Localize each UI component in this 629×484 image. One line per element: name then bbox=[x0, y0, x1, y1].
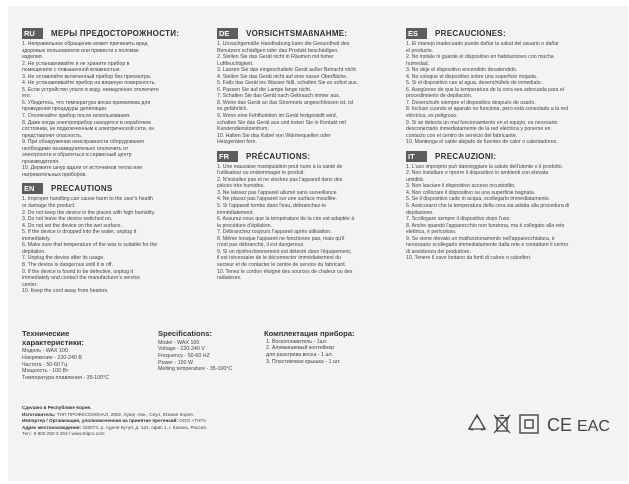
specs-title: характеристики: bbox=[22, 337, 84, 347]
list-item: 3. No deje el dispositivo encendido desatendido. bbox=[406, 67, 518, 74]
list-item: 9. Wenn eine Fehlfunktion im Gerät festgestellt wird, bbox=[217, 113, 338, 120]
list-item: 8. Anche quando l'apparecchio non funziona, ma è collegato alla rete bbox=[406, 222, 565, 229]
list-item: umidità. bbox=[406, 176, 425, 183]
list-item: 9. Si un dysfonctionnement est détecté dans l'équipement, bbox=[217, 248, 352, 255]
list-item: 2. Stellen Sie das Gerät nicht in Räumen mit hoher bbox=[217, 54, 334, 61]
list-item: 4. Do not set the device on the wet surface. bbox=[22, 222, 122, 229]
section-title: МЕРЫ ПРЕДОСТОРОЖНОСТИ: bbox=[51, 29, 180, 38]
list-item: проведения процедуры депиляции. bbox=[22, 106, 108, 113]
list-item: 1. Une mauvaise manipulation peut nuire à la santé de bbox=[217, 163, 343, 170]
list-item: его. bbox=[22, 93, 31, 100]
section-title: VORSICHTSMAßNAHME: bbox=[246, 29, 348, 38]
precaution-list bbox=[406, 164, 592, 262]
spec-rows bbox=[22, 348, 142, 382]
precaution-list bbox=[22, 41, 196, 178]
list-item: 10. Mantenga el cable alejado de fuentes de calor o calentadores. bbox=[406, 139, 558, 146]
spec-row: Model - WAX 100 bbox=[158, 339, 200, 346]
language-code-badge: FR bbox=[217, 151, 238, 162]
list-item: di assistenza del produttore. bbox=[406, 248, 471, 255]
list-item: 1. Неправильное обращение может причинить вред bbox=[22, 41, 148, 47]
section-header bbox=[406, 28, 592, 39]
list-item: 10. Держите шнур вдали от источников тепла или bbox=[22, 165, 143, 172]
section-header bbox=[22, 183, 196, 194]
made-in-line: Сделано в Республике Корея. bbox=[22, 405, 92, 410]
list-item: la procédure d'épilation. bbox=[217, 222, 272, 229]
list-item: depilation. bbox=[22, 248, 46, 255]
language-code-badge: ES bbox=[406, 28, 427, 39]
list-item: n'est pas débranché, il est dangereux. bbox=[217, 242, 305, 249]
list-item: 6. Assicurarsi che la temperatura della cera sia adatta alla procedura di bbox=[406, 203, 570, 210]
list-item: 10. Keep the cord away from heaters. bbox=[22, 288, 109, 295]
list-item: здоровью пользователя или привести к поломке bbox=[22, 47, 139, 54]
spec-row: Power - 100 W bbox=[158, 359, 194, 366]
list-item: 8. The device is dangerous until it is off. bbox=[22, 261, 113, 268]
section-title: PRÉCAUTIONS: bbox=[246, 151, 311, 161]
language-code-badge: RU bbox=[22, 28, 43, 39]
list-item: secteur et de contacter le centre de service du fabricant. bbox=[217, 261, 347, 268]
list-item: 3. Ne laissez pas l'appareil allumé sans surveillance. bbox=[217, 189, 338, 196]
list-item: 7. Desenchufe siempre el dispositivo después de usarlo. bbox=[406, 99, 536, 106]
list-item: электросети и обратиться в сервисный центр bbox=[22, 152, 132, 159]
list-item: 4. No coloque el dispositivo sobre una superficie mojada. bbox=[406, 73, 538, 80]
spec-row: для разогрева воска - 1 шт. bbox=[266, 352, 334, 358]
spec-row: Voltage - 220-240 V bbox=[158, 346, 205, 353]
list-item: procedimiento de depilación. bbox=[406, 93, 473, 100]
list-item: 5. If the device is dropped into the water, unplug it bbox=[22, 229, 137, 236]
contents-rows bbox=[264, 339, 404, 366]
manufacturer-info bbox=[22, 405, 442, 438]
list-item: Benutzers schädigen oder das Produkt beschädigen. bbox=[217, 47, 339, 54]
list-item: 2. N'installez pas et ne stockez pas l'appareil dans des bbox=[217, 176, 343, 183]
address-line: Адрес местонахождения: 420073, р. Аделя Кутуя, д. 124, офис 1, г. Казань, Россия. bbox=[22, 424, 208, 430]
contents-title: Комплектация прибора: bbox=[264, 329, 355, 338]
list-item: 7. Отключайте прибор после использования. bbox=[22, 113, 131, 120]
spec-row: Напряжение - 220-240 В bbox=[22, 354, 82, 361]
column-right bbox=[406, 28, 592, 267]
recycle-triangle-icon bbox=[466, 412, 488, 436]
list-item: помещениях с повышенной влажностью. bbox=[22, 67, 121, 74]
ce-mark-text: CE bbox=[547, 415, 573, 435]
eac-mark-text: EAC bbox=[577, 418, 610, 435]
contacts-line: Тел.: 8 800 250 3 253 / www.tnlpro.com bbox=[22, 431, 105, 437]
section-title: PRECAUTIONS bbox=[51, 184, 113, 194]
language-code-badge: DE bbox=[217, 28, 238, 39]
importer-line: Импортер / Организация, уполномоченная на принятие претензий: ООО «ТНП» bbox=[22, 418, 207, 424]
section-header bbox=[217, 28, 390, 39]
list-item: 8. Même lorsque l'appareil ne fonctionne pas, mais qu'il bbox=[217, 235, 345, 242]
specs-en bbox=[158, 330, 268, 373]
section-de bbox=[217, 28, 390, 146]
ce-mark-icon bbox=[546, 412, 572, 436]
list-item: immédiatement. bbox=[217, 209, 254, 216]
section-es bbox=[406, 28, 592, 146]
section-title: PRECAUCIONES: bbox=[435, 29, 507, 38]
list-item: 6. Make sure that temperature of the wax is suitable for the bbox=[22, 242, 158, 249]
list-item: 8. Даже когда электроприбор находится в нерабочем bbox=[22, 119, 151, 126]
specs-ru bbox=[22, 330, 142, 382]
list-item: Heizgeräten fern. bbox=[217, 139, 257, 146]
list-item: 6. Assurez-vous que la température de la cire est adaptée à bbox=[217, 216, 355, 223]
section-en bbox=[22, 183, 196, 294]
spec-row: Melting temperature - 35-100°C bbox=[158, 366, 233, 373]
list-item: изделия. bbox=[22, 54, 44, 61]
spec-row: Температура плавления - 35-100°C bbox=[22, 375, 110, 381]
list-item: contacto con el centro de servicio del fabricante. bbox=[406, 132, 518, 139]
list-item: 3. Lassen Sie das eingeschaltete Gerät außer Betracht nicht. bbox=[217, 67, 358, 74]
list-item: 5. Falls das Gerät ins Wasser fällt, schalten Sie es sofort aus. bbox=[217, 80, 359, 87]
list-item: 2. Не устанавливайте и не храните прибор в bbox=[22, 60, 130, 67]
list-item: Kundendienstzentrum. bbox=[217, 126, 269, 133]
list-item: 9. If the device is found to be defective, unplug it bbox=[22, 268, 134, 275]
spec-row: Модель - WAX 100 bbox=[22, 348, 68, 355]
list-item: необходимо незамедлительно отключить от bbox=[22, 145, 129, 152]
list-item: pièces très humides. bbox=[217, 183, 265, 190]
list-item: immediately and contact the manufacturer's service bbox=[22, 275, 141, 282]
list-item: 4. Stellen Sie das Gerät nicht auf eine nasse Oberfläche. bbox=[217, 73, 348, 80]
spec-row: 2. Алюминиевый контейнер bbox=[266, 345, 335, 352]
list-item: necessario scollegarlo immediatamente dalla rete e contattare il centro bbox=[406, 242, 569, 249]
list-item: depilazione. bbox=[406, 209, 434, 216]
list-item: 7. Schalten Sie das Gerät nach Gebrauch immer aus. bbox=[217, 93, 341, 100]
list-item: 4. Ne placez pas l'appareil sur une surface mouillée. bbox=[217, 196, 338, 203]
list-item: 1. El manejo inadecuado puede dañar la salud del usuario o dañar bbox=[406, 41, 559, 47]
list-item: 9. При обнаружении неисправности оборудования bbox=[22, 139, 144, 146]
list-item: center. bbox=[22, 281, 38, 288]
section-header bbox=[22, 28, 196, 39]
section-title: PRECAUZIONI: bbox=[435, 151, 497, 161]
list-item: 7. Unplug the device after its usage. bbox=[22, 255, 105, 262]
list-item: 2. Non installare o riporre il dispositivo in ambienti con elevata bbox=[406, 170, 549, 177]
list-item: нагревательных приборов. bbox=[22, 171, 87, 178]
spec-row: 1. Воскоплавитель - 1шт. bbox=[266, 338, 328, 345]
list-item: 4. Non collocare il dispositivo su una superficie bagnata. bbox=[406, 189, 536, 196]
list-item: 8. Wenn das Gerät an das Stromnetz angeschlossen ist, ist bbox=[217, 99, 354, 106]
list-item: 1. L'uso improprio può danneggiare la salute dell'utente o il prodotto. bbox=[406, 163, 564, 170]
precaution-list bbox=[406, 41, 592, 146]
list-item: 4. Не устанавливайте прибор на влажную поверхность. bbox=[22, 80, 156, 87]
list-item: 1. Improper handling can cause harm to the user's health bbox=[22, 196, 154, 203]
list-item: es gefährlich. bbox=[217, 106, 248, 113]
language-code-badge: EN bbox=[22, 183, 43, 194]
list-item: состоянии, не подключенным к электрической сети, он bbox=[22, 126, 155, 133]
list-item: 3. Non lasciare il dispositivo acceso incustodito. bbox=[406, 183, 516, 190]
list-item: 6. Убедитесь, что температура воска приемлема для bbox=[22, 99, 151, 106]
list-item: il est nécessaire de le déconnecter immédiatement du bbox=[217, 255, 341, 262]
list-item: 5. Si el dispositivo cae al agua, desenchúfelo de inmediato. bbox=[406, 80, 543, 87]
list-item: schalten Sie das Gerät aus und treten Sie in Kontakt mit bbox=[217, 119, 346, 126]
list-item: 5. Если устройство упало в воду, немедленно отключите bbox=[22, 86, 159, 93]
precaution-list bbox=[217, 41, 390, 146]
spec-row: 3. Пластиковая крышка - 1 шт. bbox=[266, 358, 341, 365]
list-item: 2. No instale ni guarde el dispositivo en habitaciones con mucha bbox=[406, 54, 554, 61]
column-left bbox=[22, 28, 196, 300]
list-item: 8. Incluso cuando el aparato no funciona, pero está conectado a la red bbox=[406, 106, 569, 113]
list-item: 6. Passen Sie auf die Lampe lange nicht. bbox=[217, 86, 312, 93]
precaution-list bbox=[217, 164, 390, 282]
list-item: 7. Scollegare sempre il dispositivo dopo l'uso. bbox=[406, 216, 511, 223]
list-item: 7. Débranchez toujours l'appareil après utilisation. bbox=[217, 229, 332, 236]
list-item: or damage the product. bbox=[22, 203, 76, 210]
list-item: 3. Не оставляйте включенный прибор без присмотра. bbox=[22, 73, 152, 80]
manufacturer-line: Изготовитель: ТНП ПРОФЕССИОНАЛ, 2902, Хуанг Аве., Сеул, Южная Корея. bbox=[22, 411, 195, 417]
list-item: desconectarlo inmediatamente de la red eléctrica y ponerse en bbox=[406, 126, 551, 133]
list-item: radiateurs. bbox=[217, 275, 242, 282]
list-item: 10. Tenere il cavo lontano da fonti di calore o caloriferi. bbox=[406, 255, 532, 262]
list-item: представляет опасность. bbox=[22, 132, 83, 139]
section-it bbox=[406, 151, 592, 262]
list-item: 1. Unsachgemäße Handhabung kann die Gesundheit des bbox=[217, 41, 350, 47]
list-item: 5. Se il dispositivo cade in acqua, scollegarlo immediatamente. bbox=[406, 196, 551, 203]
crossed-bin-icon bbox=[492, 412, 512, 436]
list-item: 6. Asegúrese de que la temperatura de la cera sea adecuada para el bbox=[406, 86, 565, 93]
list-item: 9. Si se detecta un mal funcionamiento en el equipo, es necesario bbox=[406, 119, 558, 126]
list-item: 3. Do not leave the device switched on. bbox=[22, 216, 113, 223]
section-fr bbox=[217, 151, 390, 282]
spec-row: Частота - 50-60 Гц bbox=[22, 361, 68, 368]
list-item: 9. Se viene rilevato un malfunzionamento nell'apparecchiatura, è bbox=[406, 235, 555, 242]
list-item: производителя. bbox=[22, 158, 60, 165]
list-item: immediately. bbox=[22, 235, 51, 242]
specs-title: Технические bbox=[22, 329, 70, 338]
specs-title: Specifications: bbox=[158, 329, 213, 338]
spec-row: Мощность - 100 Вт bbox=[22, 368, 69, 375]
eac-mark-icon bbox=[576, 412, 610, 436]
section-ru bbox=[22, 28, 196, 178]
list-item: humedad. bbox=[406, 60, 430, 67]
spec-row: Frequency - 50-60 HZ bbox=[158, 353, 210, 359]
spec-rows bbox=[158, 340, 268, 374]
package-contents bbox=[264, 330, 404, 365]
list-item: l'utilisateur ou endommager le produit. bbox=[217, 170, 305, 177]
list-item: Luftfeuchtigkeit. bbox=[217, 60, 254, 67]
list-item: eléctrica, es peligroso. bbox=[406, 113, 458, 120]
section-header bbox=[406, 151, 592, 162]
list-item: 10. Tenez le cordon éloigné des sources de chaleur ou des bbox=[217, 268, 353, 275]
list-item: 5. Si l'appareil tombe dans l'eau, débranchez-le bbox=[217, 203, 326, 210]
list-item: 2. Do not keep the device in the places with high humidity. bbox=[22, 209, 156, 216]
list-item: elettrica, è pericoloso. bbox=[406, 229, 457, 236]
precaution-list bbox=[22, 196, 196, 294]
list-item: el producto. bbox=[406, 47, 434, 54]
column-middle bbox=[217, 28, 390, 287]
class-ii-insulation-icon bbox=[518, 412, 540, 436]
language-code-badge: IT bbox=[406, 151, 427, 162]
section-header bbox=[217, 151, 390, 162]
list-item: 10. Halten Sie das Kabel von Wärmequellen oder bbox=[217, 132, 331, 139]
